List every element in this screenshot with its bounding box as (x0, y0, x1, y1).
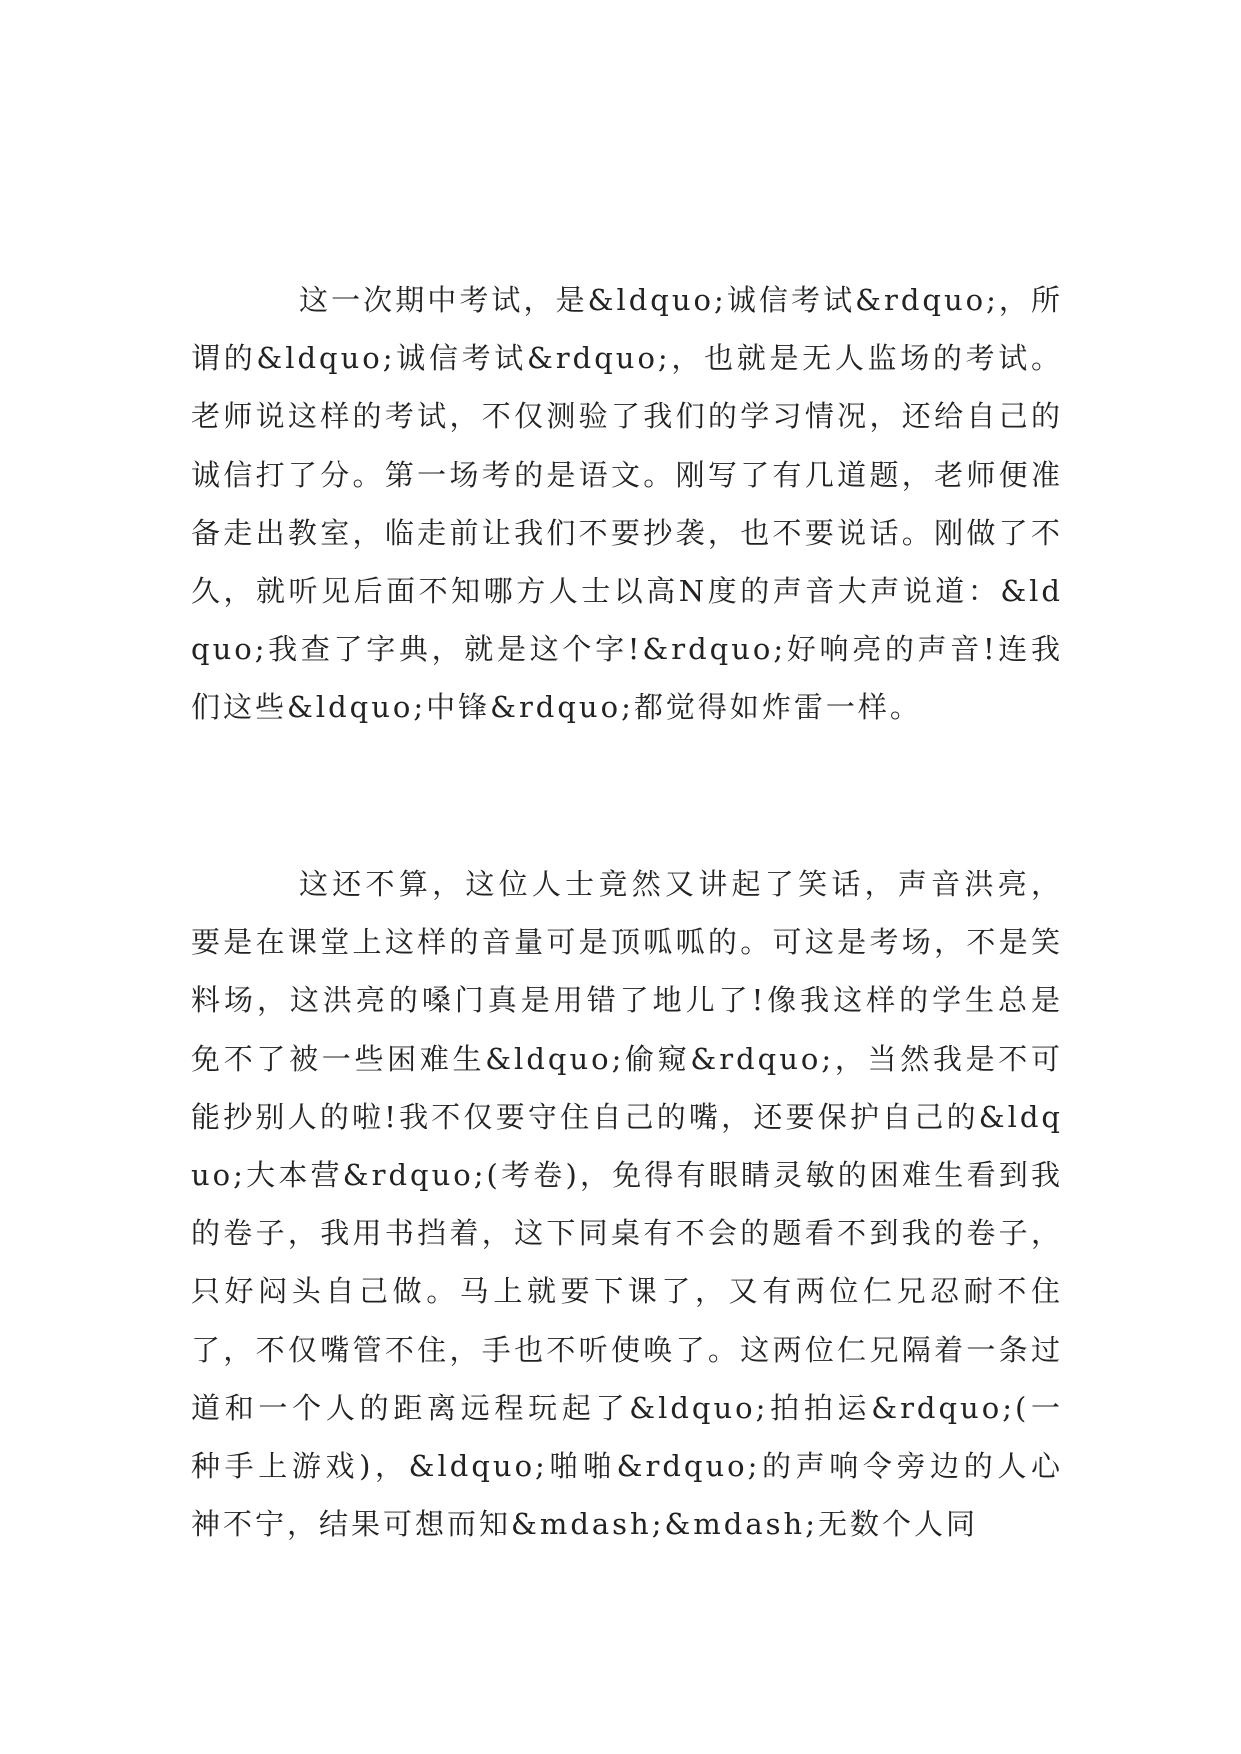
paragraph-exam-noise: 这还不算，这位人士竟然又讲起了笑话，声音洪亮，要是在课堂上这样的音量可是顶呱呱的。可这是考场，不是笑料场，这洪亮的嗓门真是用错了地儿了!像我这样的学生总是免不了被一些困难生&ldquo;偷窥&rdquo;，当然我是不可能抄别人的啦!我不仅要守住自己的嘴，还要保护自己的&ldquo;大本营&rdquo;(考卷)，免得有眼睛灵敏的困难生看到我的卷子，我用书挡着，这下同桌有不会的题看不到我的卷子，只好闷头自己做。马上就要下课了，又有两位仁兄忍耐不住了，不仅嘴管不住，手也不听使唤了。这两位仁兄隔着一条过道和一个人的距离远程玩起了&ldquo;拍拍运&rdquo;(一种手上游戏)，&ldquo;啪啪&rdquo;的声响令旁边的人心神不宁，结果可想而知&mdash;&mdash;无数个人同 (191, 867, 1063, 1542)
paragraph-exam-intro: 这一次期中考试，是&ldquo;诚信考试&rdquo;，所谓的&ldquo;诚信考试&rdquo;，也就是无人监场的考试。老师说这样的考试，不仅测验了我们的学习情况，还给自己的诚信打了分。第一场考的是语文。刚写了有几道题，老师便准备走出教室，临走前让我们不要抄袭，也不要说话。刚做了不久，就听见后面不知哪方人士以高N度的声音大声说道：&ldquo;我查了字典，就是这个字!&rdquo;好响亮的声音!连我们这些&ldquo;中锋&rdquo;都觉得如炸雷一样。 (191, 283, 1063, 725)
